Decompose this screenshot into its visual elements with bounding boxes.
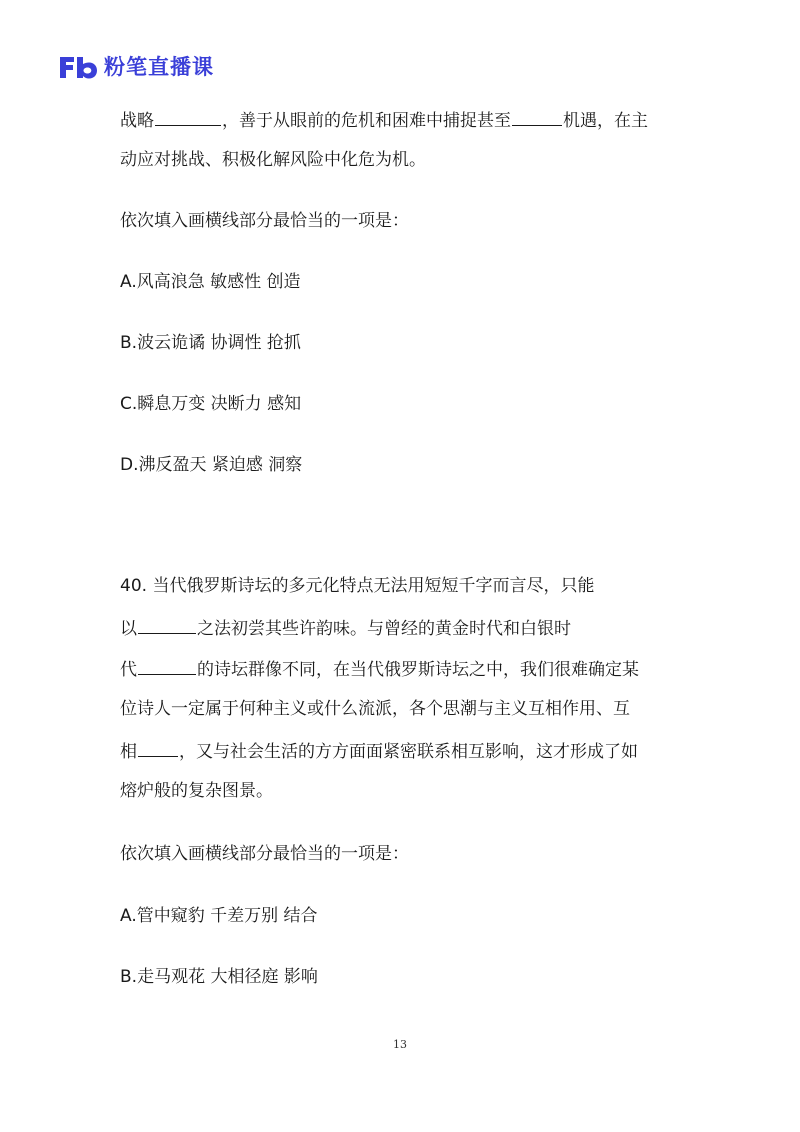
q39-option-b: B.波云诡谲 协调性 抢抓 xyxy=(120,333,301,353)
answer-blank xyxy=(155,109,221,126)
q40-line-4: 位诗人一定属于何种主义或什么流派，各个思潮与主义互相作用、互 xyxy=(120,699,630,719)
q39-option-c: C.瞬息万变 决断力 感知 xyxy=(120,394,302,414)
answer-blank xyxy=(512,109,562,126)
fenbi-logo-icon xyxy=(58,53,98,81)
q40-line-1: 40. 当代俄罗斯诗坛的多元化特点无法用短短千字而言尽，只能 xyxy=(120,576,595,596)
answer-blank xyxy=(138,658,196,675)
q40-line-5: 相 ，又与社会生活的方方面面紧密联系相互影响，这才形成了如 xyxy=(120,742,638,762)
q40-line-3: 代 的诗坛群像不同，在当代俄罗斯诗坛之中，我们很难确定某 xyxy=(120,660,639,680)
q39-line-2: 动应对挑战、积极化解风险中化危为机。 xyxy=(120,150,426,170)
q39-option-d: D.沸反盈天 紧迫感 洞察 xyxy=(120,455,303,475)
brand-header xyxy=(58,52,214,82)
q40-line-6: 熔炉般的复杂图景。 xyxy=(120,781,273,801)
q40-option-a: A.管中窥豹 千差万别 结合 xyxy=(120,906,318,926)
q40-option-b: B.走马观花 大相径庭 影响 xyxy=(120,967,318,987)
brand-name: 粉笔直播课 xyxy=(104,55,214,79)
answer-blank xyxy=(138,740,178,757)
answer-blank xyxy=(138,617,196,634)
page-number: 13 xyxy=(393,1038,407,1051)
q39-prompt: 依次填入画横线部分最恰当的一项是： xyxy=(120,211,409,231)
q40-line-2: 以 之法初尝其些许韵味。与曾经的黄金时代和白银时 xyxy=(120,619,571,639)
q39-option-a: A.风高浪急 敏感性 创造 xyxy=(120,272,301,292)
q39-line-1: 战略 ，善于从眼前的危机和困难中捕捉甚至 机遇，在主 xyxy=(120,111,648,131)
q40-prompt: 依次填入画横线部分最恰当的一项是： xyxy=(120,844,409,864)
